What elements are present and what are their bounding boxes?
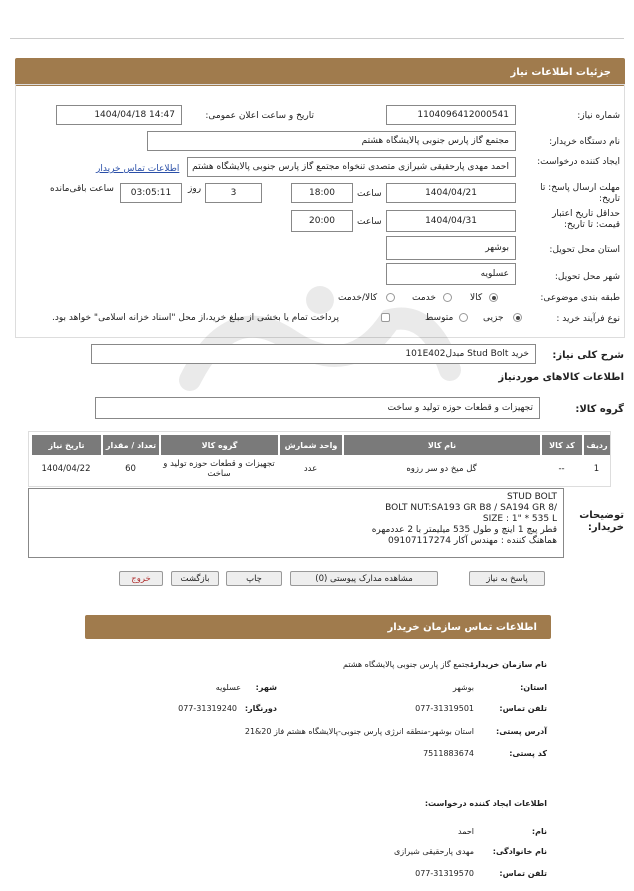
province-label: استان محل تحویل: xyxy=(549,245,620,255)
creator-label: ایجاد کننده درخواست: xyxy=(537,157,620,167)
reply-button[interactable]: پاسخ به نیاز xyxy=(469,571,545,586)
days-label: روز xyxy=(188,184,202,194)
contact-fax-value: 077-31319240 xyxy=(178,704,237,713)
announce-field: 1404/04/18 14:47 xyxy=(56,105,182,125)
category-label: طبقه بندی موضوعی: xyxy=(540,293,620,303)
contact-address-label: آدرس پستی: xyxy=(496,727,547,736)
th-group: گروه کالا xyxy=(160,435,278,455)
td-name: گل میخ دو سر رزوه xyxy=(406,464,477,474)
th-name: نام کالا xyxy=(343,435,540,455)
process-partial-radio[interactable] xyxy=(513,313,522,322)
goods-section-title: اطلاعات کالاهای موردنیاز xyxy=(498,372,624,383)
need-number-field: 1104096412000541 xyxy=(386,105,516,125)
contact-phone-value: 077-31319501 xyxy=(415,704,474,713)
contact-org-label: نام سازمان خریدار: xyxy=(470,660,547,669)
validity-time-field: 20:00 xyxy=(291,210,353,232)
creator-section-title: اطلاعات ایجاد کننده درخواست: xyxy=(424,799,547,808)
category-goods-label: کالا xyxy=(470,293,483,303)
process-medium-radio[interactable] xyxy=(459,313,468,322)
td-group: تجهیزات و قطعات حوزه تولید و ساخت xyxy=(163,459,275,479)
th-row: ردیف xyxy=(583,435,610,455)
top-divider xyxy=(10,38,624,39)
th-date: تاریخ نیاز xyxy=(31,435,101,455)
treasury-note: پرداخت تمام یا بخشی از مبلغ خرید،از محل "اسناد خزانه اسلامی" خواهد بود. xyxy=(52,313,340,323)
th-qty: تعداد / مقدار xyxy=(102,435,159,455)
province-field: بوشهر xyxy=(386,236,516,260)
need-number-label: شماره نیاز: xyxy=(577,111,620,121)
print-button[interactable]: چاپ xyxy=(226,571,282,586)
buyer-org-field: مجتمع گاز پارس جنوبی پالایشگاه هشتم xyxy=(147,131,516,151)
summary-field: خرید Stud Bolt مبدل101E402 xyxy=(91,344,536,364)
buyer-notes-line-3: SIZE : 1" * 535 L xyxy=(482,514,557,524)
back-button[interactable]: بازگشت xyxy=(171,571,219,586)
td-date: 1404/04/22 xyxy=(41,464,91,474)
category-goods-service-radio[interactable] xyxy=(386,293,395,302)
page-title: جزئیات اطلاعات نیاز xyxy=(510,66,611,78)
creator-field: احمد مهدی پارحقیقی شیرازی متصدی تنخواه مجتمع گاز پارس جنوبی پالایشگاه هشتم xyxy=(187,157,516,177)
contact-phone-label: تلفن تماس: xyxy=(499,704,547,713)
deadline-time-label: ساعت xyxy=(357,189,382,199)
city-field: عسلویه xyxy=(386,263,516,285)
exit-button[interactable]: خروج xyxy=(119,571,163,586)
process-label: نوع فرآیند خرید : xyxy=(556,314,620,324)
validity-time-label: ساعت xyxy=(357,217,382,227)
buyer-notes-line-5: هماهنگ کننده : مهندس آکار 09107117274 xyxy=(388,536,557,546)
th-code: کد کالا xyxy=(541,435,582,455)
category-service-label: خدمت xyxy=(412,293,436,303)
contact-province-value: بوشهر xyxy=(452,683,474,692)
remaining-label: ساعت باقی‌مانده xyxy=(50,184,114,194)
city-label: شهر محل تحویل: xyxy=(554,272,620,282)
buyer-notes-line-4: قطر پیچ 1 اینچ و طول 535 میلیمتر با 2 عددمهره xyxy=(371,525,557,535)
buyer-notes-label: توضیحات خریدار: xyxy=(579,510,624,533)
category-service-radio[interactable] xyxy=(443,293,452,302)
contact-section-title: اطلاعات تماس سازمان خریدار xyxy=(387,621,537,633)
contact-address-value: استان بوشهر-منطقه انرژی پارس جنوبی-پالایشگاه هشتم فاز 20&21 xyxy=(244,727,474,736)
goods-group-field: تجهیزات و قطعات حوزه تولید و ساخت xyxy=(95,397,540,419)
contact-postal-label: کد پستی: xyxy=(509,749,547,758)
th-unit: واحد شمارش xyxy=(279,435,342,455)
buyer-notes-line-2: BOLT NUT:SA193 GR B8 / SA194 GR 8/ xyxy=(385,503,557,513)
contact-org-value: مجتمع گاز پارس جنوبی پالایشگاه هشتم xyxy=(343,660,474,669)
td-unit: عدد xyxy=(303,464,318,474)
contact-city-value: عسلویه xyxy=(215,683,241,692)
deadline-label: مهلت ارسال پاسخ: تا تاریخ: xyxy=(540,183,620,204)
treasury-checkbox[interactable] xyxy=(381,313,390,322)
buyer-notes-line-1: STUD BOLT xyxy=(507,492,557,502)
td-qty: 60 xyxy=(125,464,136,474)
validity-label: حداقل تاریخ اعتبار قیمت: تا تاریخ: xyxy=(552,209,620,230)
creator-family-label: نام خانوادگی: xyxy=(492,847,547,856)
attachments-button[interactable]: مشاهده مدارک پیوستی (0) xyxy=(290,571,438,586)
validity-date-field: 1404/04/31 xyxy=(386,210,516,232)
buyer-notes-box xyxy=(28,488,564,558)
buyer-contact-link[interactable]: اطلاعات تماس خریدار xyxy=(96,164,180,174)
goods-group-label: گروه کالا: xyxy=(575,404,624,415)
creator-phone-value: 077-31319570 xyxy=(415,869,474,878)
contact-province-label: استان: xyxy=(520,683,547,692)
process-medium-label: متوسط xyxy=(425,313,454,323)
process-partial-label: جزیی xyxy=(483,313,504,323)
deadline-date-field: 1404/04/21 xyxy=(386,183,516,203)
category-goods-radio[interactable] xyxy=(489,293,498,302)
announce-label: تاریخ و ساعت اعلان عمومی: xyxy=(205,111,314,121)
td-code: -- xyxy=(558,464,565,474)
remaining-time-field: 03:05:11 xyxy=(120,183,182,203)
days-field: 3 xyxy=(205,183,262,203)
td-row: 1 xyxy=(593,464,600,474)
deadline-time-field: 18:00 xyxy=(291,183,353,203)
contact-title-bar xyxy=(85,615,551,639)
contact-postal-value: 7511883674 xyxy=(423,749,474,758)
contact-city-label: شهر: xyxy=(255,683,277,692)
contact-fax-label: دورنگار: xyxy=(244,704,277,713)
category-goods-service-label: کالا/خدمت xyxy=(338,293,378,303)
creator-name-label: نام: xyxy=(531,827,547,836)
buyer-org-label: نام دستگاه خریدار: xyxy=(549,137,620,147)
creator-name-value: احمد xyxy=(458,827,474,836)
page-title-bar xyxy=(15,58,625,86)
summary-label: شرح کلی نیاز: xyxy=(552,350,624,361)
creator-family-value: مهدی پارحقیقی شیرازی xyxy=(393,847,474,856)
creator-phone-label: تلفن تماس: xyxy=(499,869,547,878)
